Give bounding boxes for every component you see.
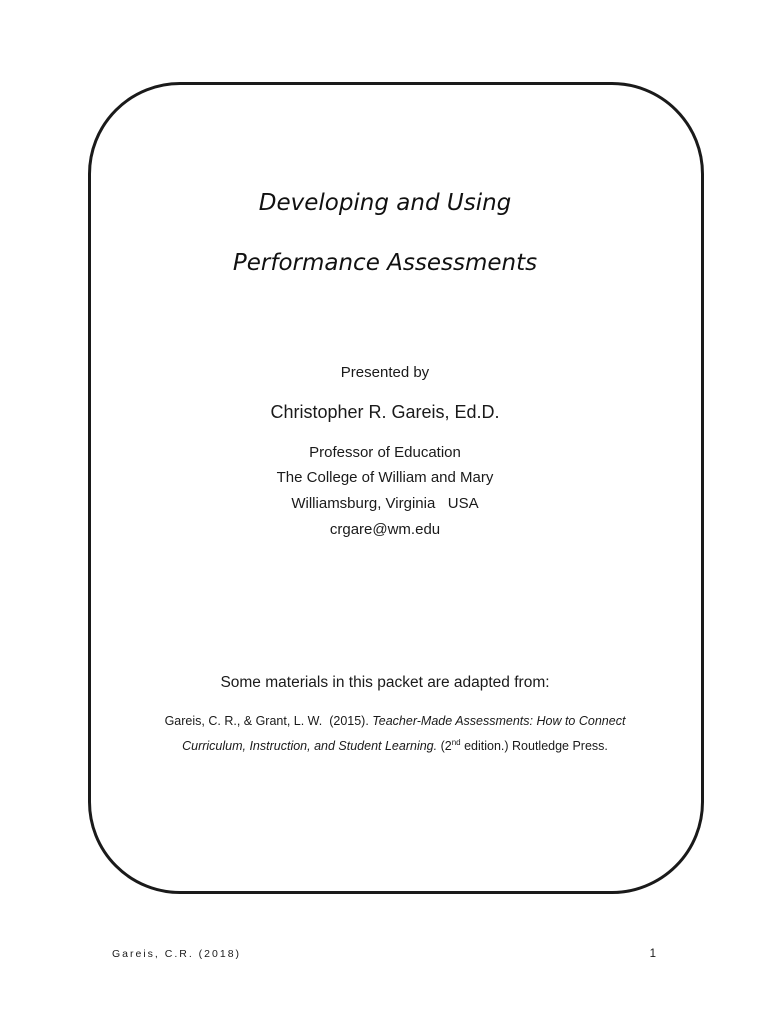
citation-edition-sup: nd: [451, 738, 461, 747]
adapted-note: Some materials in this packet are adapted from:: [220, 674, 550, 691]
footer-author: Gareis, C.R. (2018): [112, 948, 242, 960]
presenter-name: Christopher R. Gareis, Ed.D.: [270, 402, 500, 422]
citation-edition-suffix: edition.) Routledge Press.: [460, 739, 608, 754]
title-line-1: Developing and Using: [258, 190, 512, 216]
citation-title-part2: Curriculum, Instruction, and Student Learning.: [182, 739, 438, 754]
citation: [130, 710, 660, 757]
affiliation-institution: The College of William and Mary: [276, 469, 494, 486]
affiliation-email: crgare@wm.edu: [329, 521, 441, 538]
citation-edition-prefix: (2: [437, 739, 452, 754]
presented-by-label: Presented by: [340, 364, 430, 381]
affiliation-location: Williamsburg, Virginia USA: [291, 495, 479, 512]
citation-title-part1: Teacher-Made Assessments: How to Connect: [372, 714, 626, 728]
citation-authors: Gareis, C. R., & Grant, L. W. (2015).: [164, 714, 373, 728]
title-line-2: Performance Assessments: [232, 250, 538, 276]
page-number: 1: [649, 948, 656, 960]
affiliation-title: Professor of Education: [309, 444, 461, 461]
